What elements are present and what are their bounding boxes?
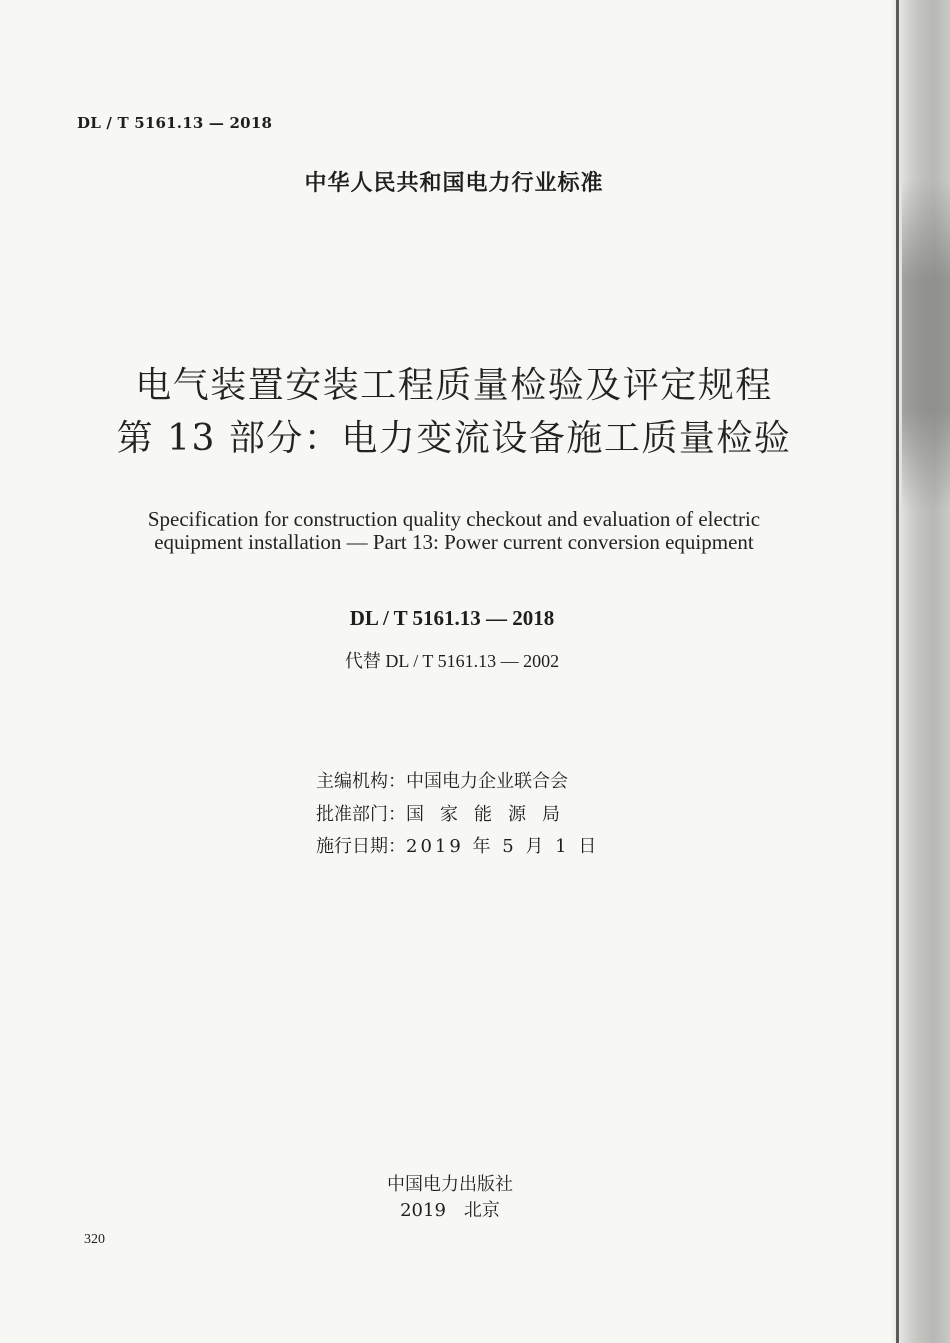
approver-value: 国家能源局 xyxy=(406,804,576,825)
chinese-title-line-1: 电气装置安装工程质量检验及评定规程 xyxy=(135,365,773,406)
approver-label: 批准部门： xyxy=(316,804,406,825)
publication-year-city: 2019 北京 xyxy=(400,1200,500,1221)
english-title-line-1: Specification for construction quality checkout and evaluation of electric xyxy=(147,507,761,531)
publisher-name: 中国电力出版社 xyxy=(387,1174,513,1195)
approver-row xyxy=(316,800,576,826)
editor-label: 主编机构： xyxy=(316,771,406,792)
scan-shadow xyxy=(902,180,950,510)
chinese-title-line-2: 第 13 部分：电力变流设备施工质量检验 xyxy=(116,418,792,459)
standard-number: DL / T 5161.13 — 2018 xyxy=(349,606,555,630)
english-title-line-2: equipment installation — Part 13: Power current conversion equipment xyxy=(154,530,754,554)
editor-row xyxy=(316,767,568,793)
effective-date-value: 2019 年 5 月 1 日 xyxy=(406,836,600,857)
effective-date-label: 施行日期： xyxy=(316,836,406,857)
document-code-header: DL / T 5161.13 — 2018 xyxy=(77,114,273,132)
effective-date-row xyxy=(316,832,599,858)
editor-value: 中国电力企业联合会 xyxy=(406,771,568,792)
page-number: 320 xyxy=(84,1232,105,1247)
replaces-standard: 代替 DL / T 5161.13 — 2002 xyxy=(344,651,560,671)
industry-standard-heading: 中华人民共和国电力行业标准 xyxy=(304,171,604,196)
